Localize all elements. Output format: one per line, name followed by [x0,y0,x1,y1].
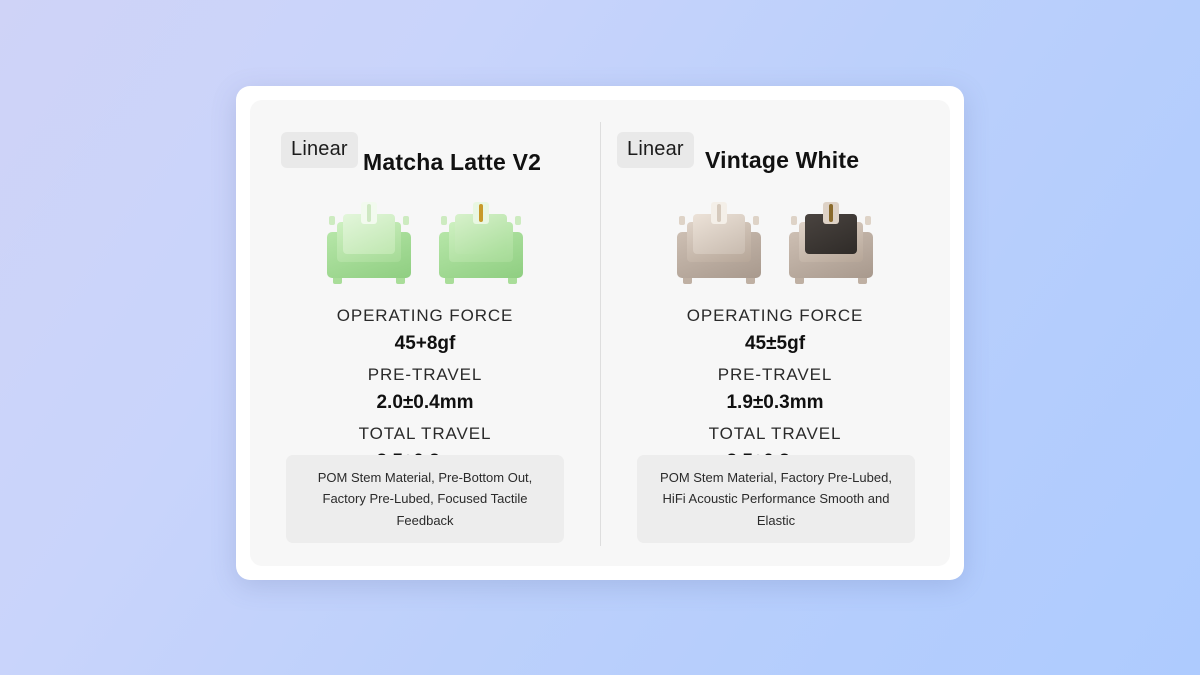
switch-images-vintage [600,188,950,296]
switch-pin-left [329,216,335,225]
spec-label-total-travel: TOTAL TRAVEL [708,424,842,443]
switch-image-front [319,194,419,290]
product-column-matcha-latte-v2 [250,100,600,566]
product-column-vintage-white [600,100,950,566]
spec-list [600,306,950,473]
spec-list [250,306,600,473]
switch-pin-right [865,216,871,225]
switch-pin-right [753,216,759,225]
switch-type-badge: Linear [281,132,358,168]
switch-pin-left [791,216,797,225]
spec-label-pre-travel: PRE-TRAVEL [367,365,483,384]
spec-value-pre-travel: 2.0±0.4mm [376,392,474,413]
spec-label-pre-travel: PRE-TRAVEL [717,365,833,384]
switch-type-badge: Linear [617,132,694,168]
switch-stem-cross [717,204,721,222]
switch-stem-cross [367,204,371,222]
product-note: POM Stem Material, Factory Pre-Lubed, HiFi Acoustic Performance Smooth and Elastic [637,455,915,543]
switch-image-front [669,194,769,290]
switch-images-matcha [250,188,600,296]
spec-label-operating-force: OPERATING FORCE [686,306,864,325]
switch-image-back [781,194,881,290]
spec-label-operating-force: OPERATING FORCE [336,306,514,325]
product-header [250,100,600,174]
product-note: POM Stem Material, Pre-Bottom Out, Factory Pre-Lubed, Focused Tactile Feedback [286,455,564,543]
switch-image-back [431,194,531,290]
comparison-card [236,86,964,580]
switch-pin-right [515,216,521,225]
switch-pin-left [441,216,447,225]
product-header [600,100,950,174]
product-title: Matcha Latte V2 [363,149,542,175]
switch-pin-right [403,216,409,225]
comparison-panel [250,100,950,566]
spec-value-pre-travel: 1.9±0.3mm [726,392,824,413]
spec-label-total-travel: TOTAL TRAVEL [358,424,492,443]
product-title: Vintage White [705,147,860,173]
switch-stem-cross [479,204,483,222]
switch-pin-left [679,216,685,225]
switch-stem-cross [829,204,833,222]
spec-value-operating-force: 45+8gf [394,333,456,354]
spec-value-operating-force: 45±5gf [744,333,806,354]
